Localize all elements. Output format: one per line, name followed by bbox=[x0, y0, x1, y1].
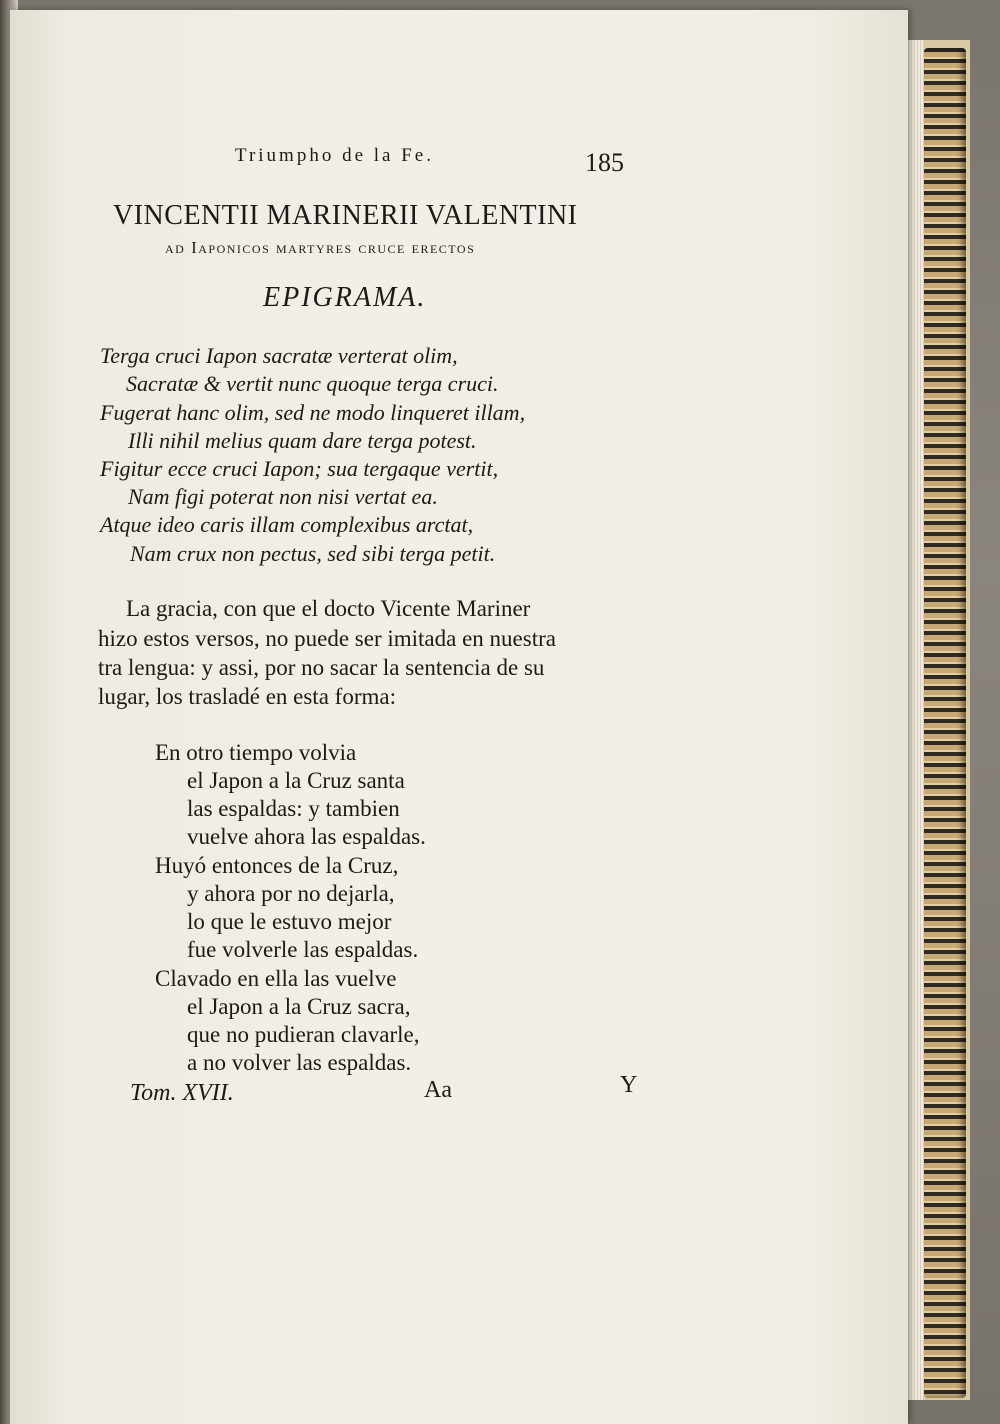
signature-mark: Aa bbox=[424, 1077, 452, 1103]
page-number: 185 bbox=[585, 148, 624, 177]
spanish-verse-line: En otro tiempo volvia bbox=[155, 740, 357, 765]
gilt-edge bbox=[924, 48, 966, 1398]
spanish-verse-line: Huyó entonces de la Cruz, bbox=[155, 853, 399, 878]
latin-verse-line: Figitur ecce cruci Iapon; sua tergaque vertit, bbox=[100, 456, 499, 481]
prose-line: hizo estos versos, no puede ser imitada en nuestra bbox=[98, 626, 556, 651]
spanish-verse-line: vuelve ahora las espaldas. bbox=[187, 824, 426, 849]
latin-verse-line: Terga cruci Iapon sacratæ verterat olim, bbox=[100, 343, 458, 368]
latin-verse-line: Illi nihil melius quam dare terga potest. bbox=[128, 428, 477, 453]
latin-verse-line: Atque ideo caris illam complexibus arctat, bbox=[100, 512, 474, 537]
catchword: Y bbox=[620, 1072, 638, 1098]
spanish-verse-line: Clavado en ella las vuelve bbox=[155, 966, 397, 991]
prose-line: tra lengua: y assi, por no sacar la sentencia de su bbox=[98, 655, 545, 680]
epigram-heading: EPIGRAMA. bbox=[263, 282, 427, 313]
prose-line: La gracia, con que el docto Vicente Mariner bbox=[126, 596, 531, 621]
latin-verse-line: Fugerat hanc olim, sed ne modo linqueret illam, bbox=[100, 400, 526, 425]
spanish-verse-line: y ahora por no dejarla, bbox=[187, 881, 395, 906]
spanish-verse-line: las espaldas: y tambien bbox=[187, 796, 400, 821]
prose-line: lugar, los trasladé en esta forma: bbox=[98, 684, 396, 709]
latin-verse-line: Sacratæ & vertit nunc quoque terga cruci. bbox=[126, 371, 499, 396]
spanish-verse-line: fue volverle las espaldas. bbox=[187, 937, 419, 962]
spanish-verse-line: lo que le estuvo mejor bbox=[187, 909, 392, 934]
running-head: Triumpho de la Fe. bbox=[235, 145, 434, 166]
page-title: VINCENTII MARINERII VALENTINI bbox=[113, 200, 578, 231]
latin-verse-line: Nam figi poterat non nisi vertat ea. bbox=[128, 484, 438, 509]
spanish-verse-line: el Japon a la Cruz sacra, bbox=[187, 994, 411, 1019]
spanish-verse-line: que no pudieran clavarle, bbox=[187, 1022, 420, 1047]
spanish-verse-line: a no volver las espaldas. bbox=[187, 1050, 412, 1075]
page-subtitle: ad Iaponicos martyres cruce erectos bbox=[165, 238, 476, 257]
spanish-verse-line: el Japon a la Cruz santa bbox=[187, 768, 405, 793]
latin-verse-line: Nam crux non pectus, sed sibi terga petit. bbox=[130, 541, 496, 566]
volume-number: Tom. XVII. bbox=[130, 1080, 234, 1106]
